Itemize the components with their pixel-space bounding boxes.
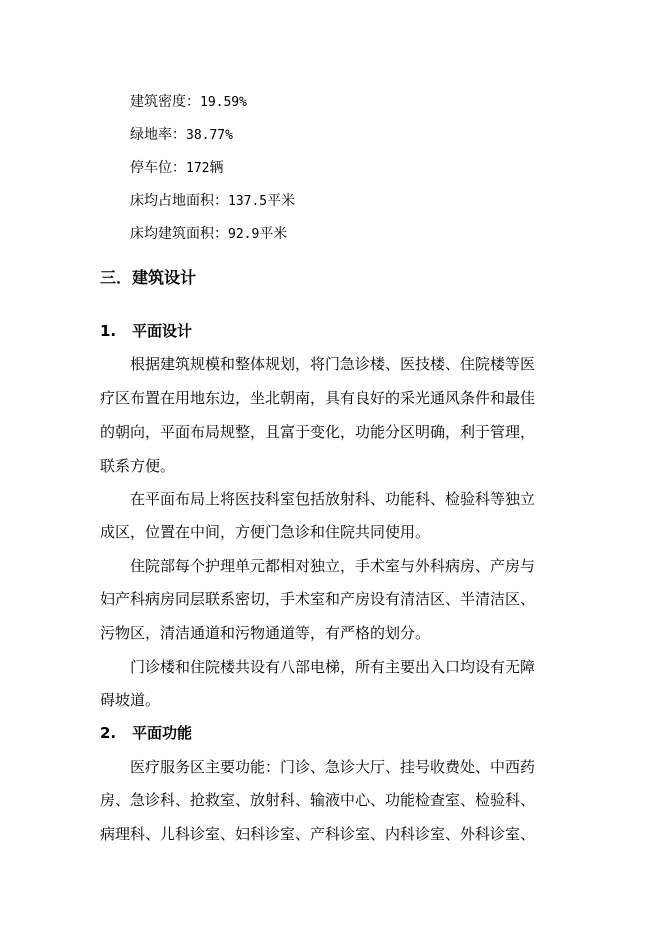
paragraph-line: 碍坡道。	[100, 691, 161, 709]
subsection-title: 平面功能	[132, 724, 193, 742]
stat-label: 床均建筑面积：	[130, 226, 228, 242]
stat-green-ratio	[130, 125, 233, 146]
subsection-title: 平面设计	[132, 322, 193, 340]
stat-label: 建筑密度：	[130, 94, 200, 110]
paragraph-line: 成区，位置在中间，方便门急诊和住院共同使用。	[100, 523, 431, 541]
paragraph-line: 联系方便。	[100, 457, 176, 475]
stat-building-density	[130, 92, 247, 113]
stat-parking	[130, 158, 223, 179]
stat-label: 绿地率：	[130, 127, 186, 143]
paragraph-line: 疗区布置在用地东边，坐北朝南，具有良好的采光通风条件和最佳	[100, 389, 536, 407]
stat-value: 38.77%	[186, 128, 233, 143]
paragraph-line: 在平面布局上将医技科室包括放射科、功能科、检验科等独立	[130, 490, 536, 508]
paragraph-line: 的朝向，平面布局规整，且富于变化，功能分区明确，利于管理，	[100, 423, 536, 441]
paragraph-line: 污物区，清洁通道和污物通道等，有严格的划分。	[100, 624, 431, 642]
stat-value: 92.9	[228, 227, 260, 242]
stat-unit: 平米	[259, 226, 288, 242]
stat-label: 停车位：	[130, 160, 186, 176]
paragraph-line: 根据建筑规模和整体规划，将门急诊楼、医技楼、住院楼等医	[130, 355, 536, 373]
subsection-heading-1	[100, 320, 192, 342]
paragraph-line: 病理科、儿科诊室、妇科诊室、产科诊室、内科诊室、外科诊室、	[100, 825, 536, 843]
paragraph-line: 妇产科病房同层联系密切，手术室和产房设有清洁区、半清洁区、	[100, 590, 536, 608]
paragraph-line: 门诊楼和住院楼共设有八部电梯，所有主要出入口均设有无障	[130, 658, 536, 676]
section-title: 三．建筑设计	[100, 268, 197, 287]
stat-value: 19.59%	[200, 95, 247, 110]
subsection-number: 2.	[100, 724, 117, 742]
subsection-heading-2	[100, 722, 192, 744]
stat-unit: 辆	[209, 160, 224, 176]
paragraph-line: 房、急诊科、抢救室、放射科、输液中心、功能检查室、检验科、	[100, 791, 536, 809]
stat-label: 床均占地面积：	[130, 193, 228, 209]
subsection-number: 1.	[100, 322, 117, 340]
paragraph-line: 住院部每个护理单元都相对独立，手术室与外科病房、产房与	[130, 557, 536, 575]
stat-bed-land-area	[130, 191, 295, 212]
paragraph-line: 医疗服务区主要功能：门诊、急诊大厅、挂号收费处、中西药	[130, 758, 536, 776]
stat-value: 137.5	[228, 194, 268, 209]
stat-unit: 平米	[267, 193, 296, 209]
stat-bed-building-area	[130, 224, 287, 245]
stat-value: 172	[186, 161, 210, 176]
